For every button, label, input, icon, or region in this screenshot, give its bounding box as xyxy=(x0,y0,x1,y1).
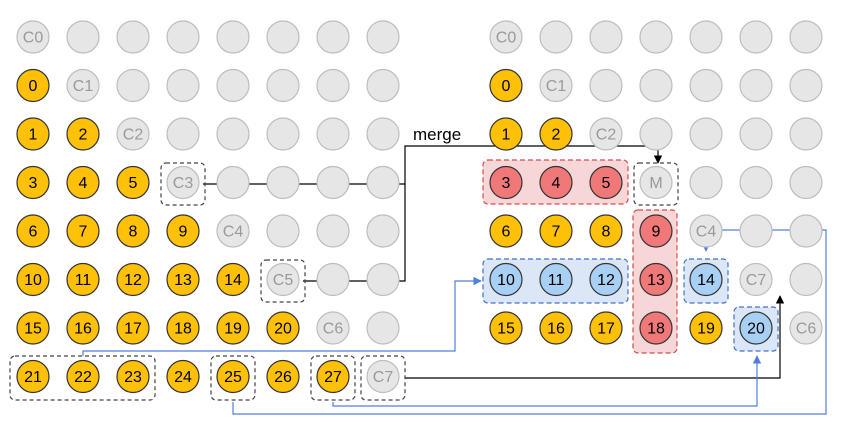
right-node-label-4-4: C4 xyxy=(695,223,717,241)
group-boxes xyxy=(483,160,778,353)
left-node-2-6 xyxy=(317,118,349,150)
right-node-label-4-3: 9 xyxy=(651,223,661,241)
left-node-label-7-2: 23 xyxy=(124,369,142,386)
left-node-label-4-2: 8 xyxy=(128,223,138,241)
left-node-1-7 xyxy=(367,70,399,102)
left-node-label-4-4: C4 xyxy=(222,223,244,241)
left-node-0-5 xyxy=(267,21,299,53)
left-node-label-5-1: 11 xyxy=(74,272,92,289)
left-node-label-3-0: 3 xyxy=(28,175,38,192)
right-node-label-3-3: M xyxy=(649,175,663,192)
left-node-3-5 xyxy=(267,167,299,199)
right-node-0-4 xyxy=(690,21,722,53)
right-node-3-4 xyxy=(690,167,722,199)
left-node-2-5 xyxy=(267,118,299,150)
right-node-0-1 xyxy=(540,21,572,53)
left-grid xyxy=(17,21,399,393)
left-node-label-4-1: 7 xyxy=(78,223,88,241)
left-node-1-3 xyxy=(167,70,199,102)
right-node-label-6-0: 15 xyxy=(497,320,515,338)
left-node-label-1-0: 0 xyxy=(28,78,38,95)
left-node-label-3-3: C3 xyxy=(172,175,194,192)
left-node-4-7 xyxy=(367,215,399,247)
left-node-label-6-2: 17 xyxy=(124,320,142,338)
right-node-2-3 xyxy=(640,118,672,150)
left-node-label-1-1: C1 xyxy=(72,78,94,95)
right-node-label-4-1: 7 xyxy=(551,223,561,241)
right-node-0-3 xyxy=(640,21,672,53)
left-node-4-6 xyxy=(317,215,349,247)
left-node-1-4 xyxy=(217,70,249,102)
left-node-3-4 xyxy=(217,167,249,199)
left-node-label-7-1: 22 xyxy=(74,369,92,386)
left-node-5-6 xyxy=(317,264,349,296)
left-node-3-7 xyxy=(367,167,399,199)
right-node-label-2-0: 1 xyxy=(501,126,511,144)
left-node-0-3 xyxy=(167,21,199,53)
right-node-0-6 xyxy=(790,21,822,53)
left-node-label-2-1: 2 xyxy=(78,126,88,144)
right-node-0-5 xyxy=(740,21,772,53)
right-node-label-4-0: 6 xyxy=(501,223,511,241)
left-node-label-5-4: 14 xyxy=(224,272,242,289)
right-node-label-1-1: C1 xyxy=(545,78,567,95)
left-node-2-7 xyxy=(367,118,399,150)
left-node-label-6-0: 15 xyxy=(24,320,42,338)
right-node-label-6-5: 20 xyxy=(747,320,765,338)
left-node-0-4 xyxy=(217,21,249,53)
right-node-label-5-2: 12 xyxy=(597,272,615,289)
right-node-label-1-0: 0 xyxy=(501,78,511,95)
left-node-label-6-3: 18 xyxy=(174,320,192,338)
left-node-0-7 xyxy=(367,21,399,53)
left-node-label-2-2: C2 xyxy=(122,126,144,144)
right-node-label-5-0: 10 xyxy=(497,272,515,289)
right-node-2-4 xyxy=(690,118,722,150)
right-node-4-5 xyxy=(740,215,772,247)
right-node-label-5-1: 11 xyxy=(547,272,565,289)
left-node-label-6-4: 19 xyxy=(224,320,242,338)
left-node-2-4 xyxy=(217,118,249,150)
right-node-1-2 xyxy=(590,70,622,102)
left-node-5-7 xyxy=(367,264,399,296)
left-node-label-7-5: 26 xyxy=(274,369,292,386)
left-node-label-6-5: 20 xyxy=(274,320,292,338)
left-node-0-6 xyxy=(317,21,349,53)
left-node-label-2-0: 1 xyxy=(28,126,38,144)
right-node-1-5 xyxy=(740,70,772,102)
right-node-label-5-5: C7 xyxy=(745,272,767,289)
left-node-label-7-0: 21 xyxy=(24,369,42,386)
left-node-label-6-6: C6 xyxy=(322,320,344,338)
right-node-label-4-2: 8 xyxy=(601,223,611,241)
right-node-5-6 xyxy=(790,264,822,296)
left-node-label-4-0: 6 xyxy=(28,223,38,241)
left-node-label-6-1: 16 xyxy=(74,320,92,338)
right-node-0-2 xyxy=(590,21,622,53)
left-node-label-4-3: 9 xyxy=(178,223,188,241)
left-node-label-5-5: C5 xyxy=(272,272,294,289)
left-node-label-3-1: 4 xyxy=(78,175,88,192)
left-node-label-5-3: 13 xyxy=(174,272,192,289)
right-node-2-6 xyxy=(790,118,822,150)
left-node-label-7-3: 24 xyxy=(174,369,192,386)
right-node-label-6-4: 19 xyxy=(697,320,715,338)
right-node-3-6 xyxy=(790,167,822,199)
left-node-1-2 xyxy=(117,70,149,102)
right-node-label-5-3: 13 xyxy=(647,272,665,289)
merge-label: merge xyxy=(413,125,462,144)
right-node-label-2-2: C2 xyxy=(595,126,617,144)
left-node-label-7-7: C7 xyxy=(372,369,394,386)
left-node-label-0-0: C0 xyxy=(22,29,44,47)
right-node-label-6-6: C6 xyxy=(795,320,817,338)
right-node-label-2-1: 2 xyxy=(551,126,561,144)
left-node-1-6 xyxy=(317,70,349,102)
right-node-3-5 xyxy=(740,167,772,199)
left-node-label-5-2: 12 xyxy=(124,272,142,289)
right-node-label-0-0: C0 xyxy=(495,29,517,47)
right-node-2-5 xyxy=(740,118,772,150)
right-node-1-3 xyxy=(640,70,672,102)
right-node-label-3-0: 3 xyxy=(501,175,511,192)
right-node-label-3-1: 4 xyxy=(551,175,561,192)
left-node-label-5-0: 10 xyxy=(24,272,42,289)
right-node-4-6 xyxy=(790,215,822,247)
left-node-label-7-6: 27 xyxy=(324,369,342,386)
right-node-label-6-1: 16 xyxy=(547,320,565,338)
left-node-label-3-2: 5 xyxy=(128,175,138,192)
left-node-label-7-4: 25 xyxy=(224,369,242,386)
right-node-label-6-2: 17 xyxy=(597,320,615,338)
right-node-1-4 xyxy=(690,70,722,102)
left-node-0-1 xyxy=(67,21,99,53)
right-node-label-6-3: 18 xyxy=(647,320,665,338)
right-node-label-5-4: 14 xyxy=(697,272,715,289)
left-node-4-5 xyxy=(267,215,299,247)
left-node-6-7 xyxy=(367,312,399,344)
left-node-0-2 xyxy=(117,21,149,53)
right-node-label-3-2: 5 xyxy=(601,175,611,192)
right-node-1-6 xyxy=(790,70,822,102)
left-node-2-3 xyxy=(167,118,199,150)
left-node-3-6 xyxy=(317,167,349,199)
left-node-1-5 xyxy=(267,70,299,102)
